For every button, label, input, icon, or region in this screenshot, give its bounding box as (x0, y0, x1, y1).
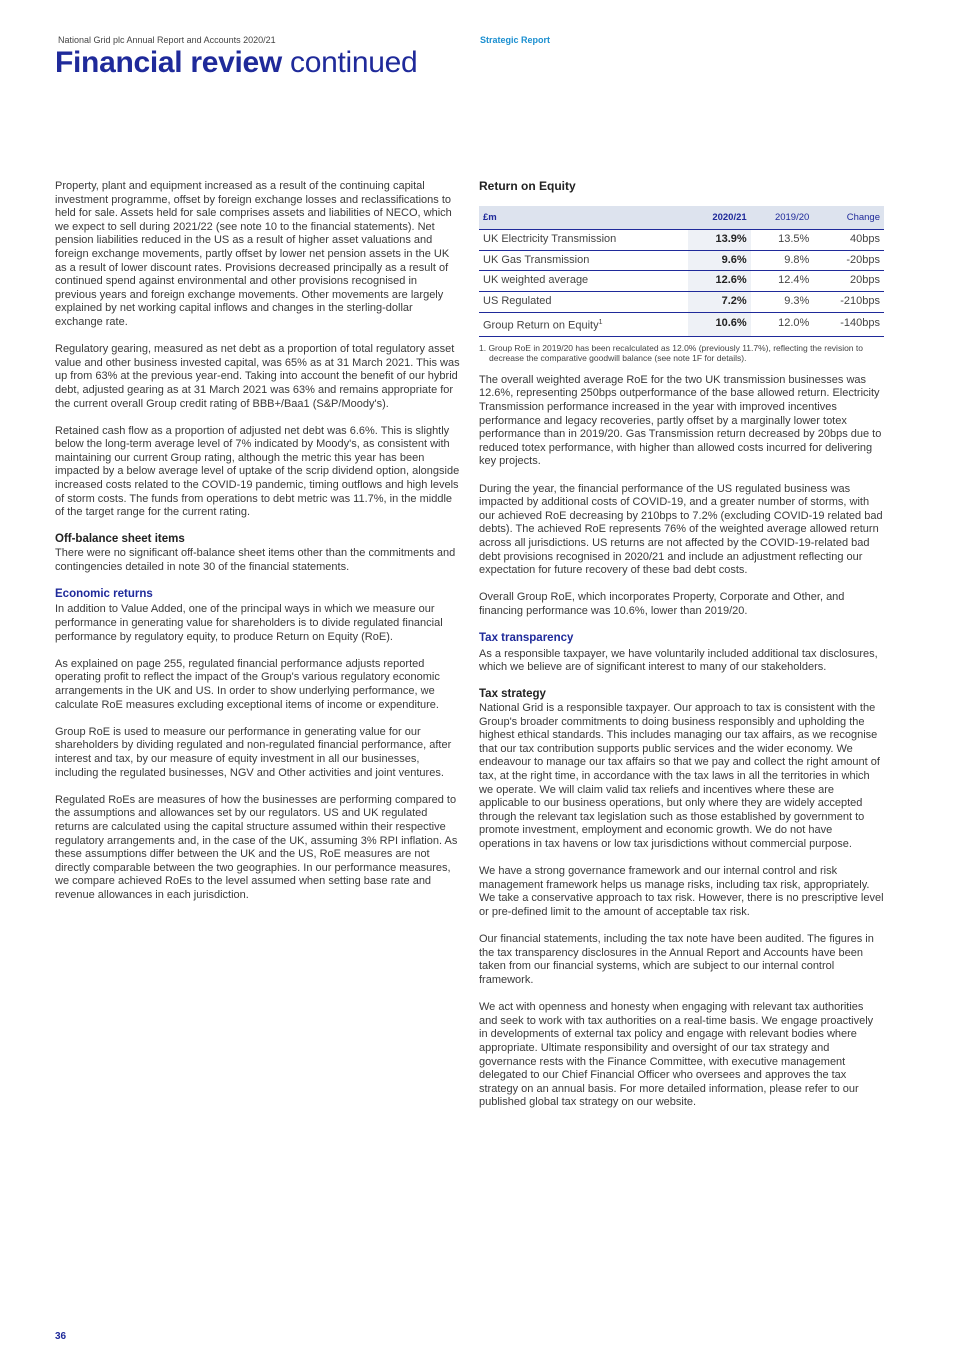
table-header-row (479, 206, 884, 230)
section-label: Strategic Report (480, 35, 551, 45)
paragraph: We have a strong governance framework and our internal control and risk management framework helps us manage risks, including tax risk, appropriately. We take a conservative approach to tax risk. However, there is no prescriptive level or pre-defined limit to the amount of acceptable tax risk. (479, 865, 884, 918)
paragraph: National Grid is a responsible taxpayer. Our approach to tax is consistent with the Group's broader commitments to doing business responsibly and upholding the highest ethical standards. This includes managing our tax affairs, as we recognise that our tax contribution supports public services and the wider economy. We endeavour to manage our tax affairs so that we pay and collect the right amount of tax, at the right time, in accordance with the tax laws in all the territories in which we operate. We will claim valid tax reliefs and incentives where these are applicable to our business operations, but only where they are widely accepted through the relevant tax legislation such as those established by government to promote investment, employment and economic growth. We do not have operations in tax havens or low tax jurisdictions without commercial purpose. (479, 702, 880, 850)
page-title-light: continued (281, 46, 418, 79)
paragraph: As explained on page 255, regulated financial performance adjusts reported operating profit to reflect the impact of the Group's various regulatory economic arrangements in the UK and US. In order to show underlying performance, we calculate RoE measures excluding exceptional items of income or expenditure. (55, 657, 440, 711)
paragraph: Property, plant and equipment increased as a result of the continuing capital investment programme, offset by foreign exchange losses and reclassifications to held for sale. Assets held for sale comprises assets and liabilities of NECO, which we expect to sell during 2021/22 (see note 10 to the financial statements). Net pension liabilities reduced in the US as a result of higher asset valuations and foreign exchange movements, partly offset by lower net pension assets in the UK as a result of lower discount rates. Provisions decreased principally as a result of continued spend against environmental and other provisions recognised in previous years and foreign exchange movements. Other movements are largely explained by net working capital inflows and changes in the sterling-dollar exchange rate. (55, 180, 452, 328)
report-title: National Grid plc Annual Report and Accounts 2020/21 (58, 35, 276, 45)
table-row (479, 230, 884, 251)
value-current: 13.9% (688, 230, 751, 251)
tax-strategy-heading: Tax strategy (479, 688, 546, 701)
right-column (479, 180, 884, 1123)
column-header: Change (813, 206, 884, 230)
paragraph: The overall weighted average RoE for the two UK transmission businesses was 12.6%, representing 250bps outperformance of the base allowed return. Electricity Transmission performance increased in the year with improved incentives performance and legacy recoveries, partly offset by a marginally lower totex performance than in 2019/20. Gas Transmission return decreased by 20bps due to reduced totex performance, with higher than allowed costs incurred for delivering key projects. (479, 373, 882, 468)
roe-table (479, 206, 884, 337)
row-label (479, 312, 688, 336)
paragraph: During the year, the financial performance of the US regulated business was impacted by additional costs of COVID-19, and a greater number of storms, with our achieved RoE decreasing by 210bps to 7.2% (excluding COVID-19 related bad debts). The achieved RoE represents 76% of the weighted average allowed return across all jurisdictions. US returns are not affected by the COVID-19-related bad debt provisions recognised in 2020/21 and include an adjustment reflecting our expectation for future recovery of these bad debt costs. (479, 482, 883, 577)
row-label: UK Gas Transmission (479, 250, 688, 271)
tax-transparency-heading: Tax transparency (479, 632, 574, 645)
paragraph: Retained cash flow as a proportion of adjusted net debt was 6.6%. This is slightly below the long-term average level of 7% indicated by Moody's, as consistent with maintaining our current Group rating, although the metric this year has been impacted by a below average level of uptake of the scrip dividend option, alongside increased costs related to the COVID-19 pandemic, timing outflows and high levels of storm costs. The funds from operations to debt metric was 11.7%, in the middle of the target range for the current rating. (55, 424, 460, 519)
value-current: 10.6% (688, 312, 751, 336)
page-title (55, 46, 417, 80)
paragraph: In addition to Value Added, one of the principal ways in which we measure our performance in generating value for shareholders is to divide regulated financial performance by regulatory equity, to produce Return on Equity (RoE). (55, 603, 443, 643)
paragraph: Regulated RoEs are measures of how the businesses are performing compared to the assumptions and allowances set by our regulators. US and UK regulated returns are calculated using the capital structure assumed within their respective regulatory arrangements and, in the case of the UK, assuming 3% RPI inflation. As these assumptions differ between the UK and the US, RoE measures are not directly comparable between the two geographies. In our performance measures, we compare achieved RoEs to the level assumed when setting base rate and revenue allowances in each jurisdiction. (55, 793, 458, 901)
row-label: UK weighted average (479, 271, 688, 292)
value-change: 40bps (813, 230, 884, 251)
off-balance-heading: Off-balance sheet items (55, 533, 185, 546)
row-label: US Regulated (479, 291, 688, 312)
table-row (479, 291, 884, 312)
value-previous: 9.3% (751, 291, 814, 312)
value-current: 12.6% (688, 271, 751, 292)
table-footnote: 1. Group RoE in 2019/20 has been recalculated as 12.0% (previously 11.7%), reflecting the revision to decrease the comparative goodwill balance (see note 1F for details). (479, 342, 863, 364)
paragraph: Regulatory gearing, measured as net debt as a proportion of total regulatory asset value and other business invested capital, was 65% as at 31 March 2021. This was up from 63% at the previous year-end. Taking into account the benefit of our hybrid debt, adjusted gearing as at 31 March 2021 was 63% and remains appropriate for the current overall Group credit rating of BBB+/Baa1 (S&P/Moody's). (55, 343, 460, 410)
footnote-marker: 1 (598, 318, 603, 326)
paragraph: There were no significant off-balance sheet items other than the commitments and contingencies detailed in note 30 of the financial statements. (55, 547, 456, 573)
value-previous: 12.4% (751, 271, 814, 292)
page-number: 36 (55, 1331, 67, 1342)
table-row (479, 271, 884, 292)
value-change: 20bps (813, 271, 884, 292)
paragraph: Overall Group RoE, which incorporates Property, Corporate and Other, and financing performance was 10.6%, lower than 2019/20. (479, 591, 845, 617)
paragraph: As a responsible taxpayer, we have voluntarily included additional tax disclosures, which we believe are of significant interest to many of our stakeholders. (479, 647, 878, 674)
value-current: 7.2% (688, 291, 751, 312)
value-current: 9.6% (688, 250, 751, 271)
roe-table-title: Return on Equity (479, 179, 576, 193)
paragraph: Group RoE is used to measure our performance in generating value for our shareholders by dividing regulated and non-regulated financial performance, after interest and tax, by our measure of equity investment in all our businesses, including the regulated businesses, NGV and Other activities and joint ventures. (55, 725, 452, 779)
left-column (55, 180, 460, 916)
row-label: UK Electricity Transmission (479, 230, 688, 251)
value-previous: 9.8% (751, 250, 814, 271)
table-row (479, 312, 884, 336)
column-header: £m (479, 206, 688, 230)
value-previous: 13.5% (751, 230, 814, 251)
paragraph: Our financial statements, including the tax note have been audited. The figures in the tax transparency disclosures in the Annual Report and Accounts have been taken from our financial systems, which are subject to our internal control framework. (479, 933, 874, 986)
page-title-bold: Financial review (55, 46, 282, 79)
value-previous: 12.0% (751, 312, 814, 336)
value-change: -140bps (813, 312, 884, 336)
column-header: 2019/20 (751, 206, 814, 230)
value-change: -210bps (813, 291, 884, 312)
economic-returns-heading: Economic returns (55, 587, 153, 600)
paragraph: We act with openness and honesty when engaging with relevant tax authorities and seek to work with tax authorities on a real-time basis. We engage proactively in developments of external tax policy and engage with relevant bodies where appropriate. Ultimate responsibility and oversight of our tax strategy and governance rests with the Finance Committee, with executive management delegated to our Chief Financial Officer who oversees and approves the tax strategy on an annual basis. For more detailed information, please refer to our published global tax strategy on our website. (479, 1001, 874, 1109)
row-label-text: Group Return on Equity (483, 319, 599, 332)
value-change: -20bps (813, 250, 884, 271)
column-header: 2020/21 (688, 206, 751, 230)
table-row (479, 250, 884, 271)
